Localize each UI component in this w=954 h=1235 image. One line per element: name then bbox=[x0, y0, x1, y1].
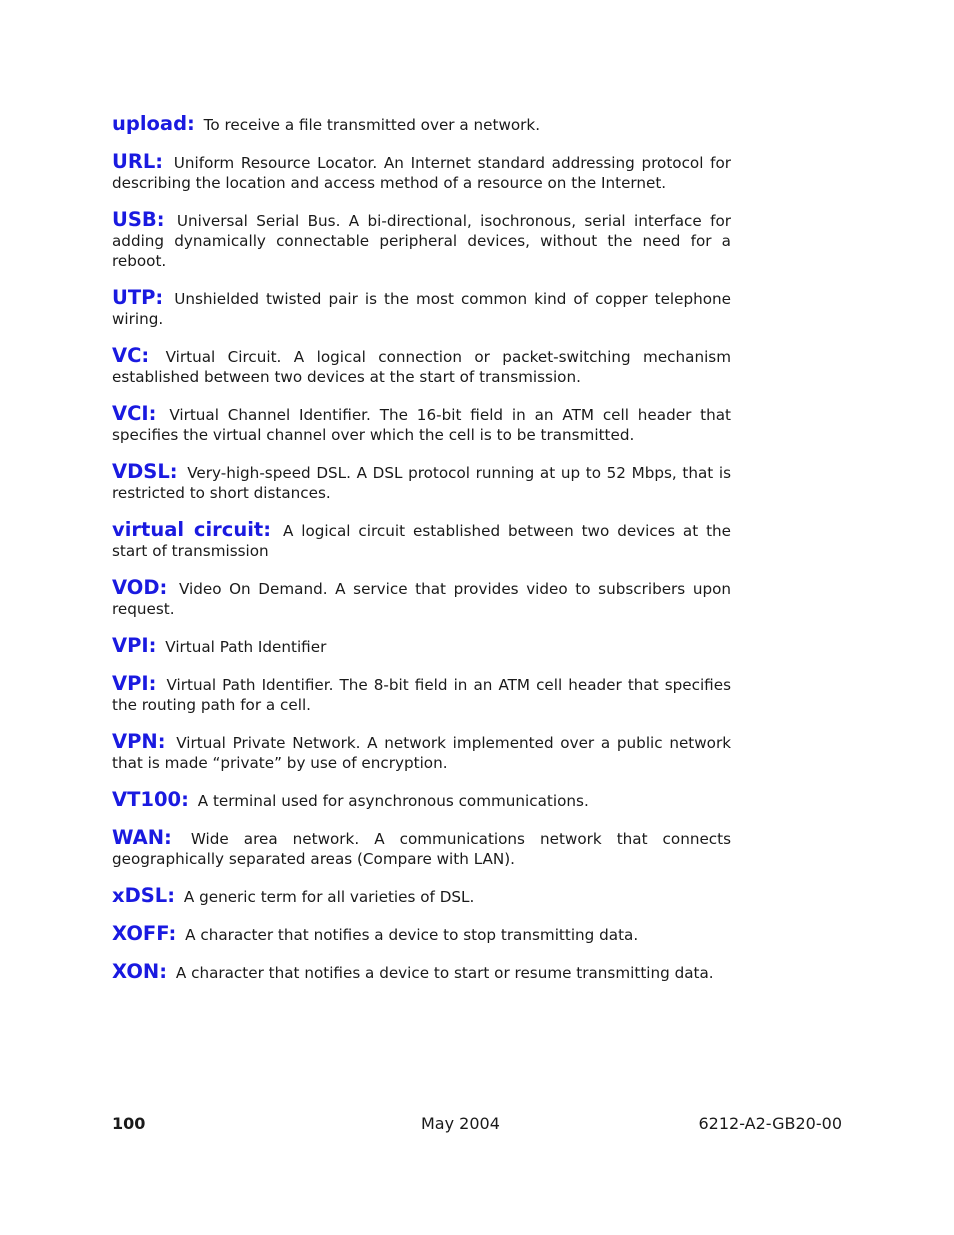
glossary-term: VC: bbox=[112, 344, 150, 367]
glossary-definition: A character that notifies a device to start or resume transmitting data. bbox=[175, 964, 714, 982]
glossary-term: VPN: bbox=[112, 730, 166, 753]
glossary-definition: Very-high-speed DSL. A DSL protocol running at up to 52 Mbps, that is restricted to short distances. bbox=[112, 464, 731, 502]
glossary-entry-vt100 bbox=[112, 790, 731, 811]
glossary-term: virtual circuit: bbox=[112, 518, 272, 541]
glossary-entry-vdsl bbox=[112, 462, 731, 503]
glossary-definition: Virtual Path Identifier bbox=[165, 638, 327, 656]
glossary-term: XOFF: bbox=[112, 922, 177, 945]
glossary-entry-url bbox=[112, 152, 731, 193]
glossary-term: VDSL: bbox=[112, 460, 178, 483]
glossary-definition: Unshielded twisted pair is the most common kind of copper telephone wiring. bbox=[112, 290, 732, 328]
glossary-term: VPI: bbox=[112, 634, 157, 657]
glossary-term: VOD: bbox=[112, 576, 168, 599]
glossary-term: VT100: bbox=[112, 788, 189, 811]
glossary-definition: Wide area network. A communications network that connects geographically separated areas (Compare with LAN). bbox=[112, 830, 732, 868]
page-footer bbox=[112, 1114, 842, 1136]
glossary-entry-vod bbox=[112, 578, 731, 619]
glossary-entry-utp bbox=[112, 288, 731, 329]
glossary-list bbox=[112, 114, 731, 1000]
glossary-entry-xon bbox=[112, 962, 731, 983]
glossary-definition: Video On Demand. A service that provides video to subscribers upon request. bbox=[112, 580, 732, 618]
glossary-entry-wan bbox=[112, 828, 731, 869]
glossary-definition: A logical circuit established between two devices at the start of transmission bbox=[112, 522, 732, 560]
glossary-definition: A character that notifies a device to stop transmitting data. bbox=[185, 926, 639, 944]
glossary-definition: Virtual Channel Identifier. The 16-bit field in an ATM cell header that specifies the virtual channel over which the cell is to be transmitted. bbox=[112, 406, 732, 444]
glossary-definition: Virtual Circuit. A logical connection or packet-switching mechanism established between two devices at the start of transmission. bbox=[112, 348, 731, 386]
glossary-entry-virtual-circuit bbox=[112, 520, 731, 561]
glossary-definition: To receive a file transmitted over a network. bbox=[203, 116, 541, 134]
glossary-entry-vpi-detail bbox=[112, 674, 731, 715]
glossary-term: VPI: bbox=[112, 672, 157, 695]
glossary-entry-vc bbox=[112, 346, 731, 387]
glossary-definition: Uniform Resource Locator. An Internet standard addressing protocol for describing the location and access method of a resource on the Internet. bbox=[112, 154, 731, 192]
glossary-entry-vci bbox=[112, 404, 731, 445]
glossary-term: VCI: bbox=[112, 402, 157, 425]
glossary-term: XON: bbox=[112, 960, 168, 983]
glossary-definition: A generic term for all varieties of DSL. bbox=[183, 888, 475, 906]
document-id: 6212-A2-GB20-00 bbox=[698, 1114, 842, 1133]
glossary-definition: Virtual Private Network. A network implemented over a public network that is made “private” by use of encryption. bbox=[112, 734, 731, 772]
page-number: 100 bbox=[112, 1114, 146, 1133]
glossary-entry-upload bbox=[112, 114, 731, 135]
publication-date: May 2004 bbox=[421, 1114, 500, 1133]
glossary-term: WAN: bbox=[112, 826, 172, 849]
glossary-entry-vpn bbox=[112, 732, 731, 773]
glossary-term: xDSL: bbox=[112, 884, 176, 907]
glossary-term: USB: bbox=[112, 208, 165, 231]
glossary-definition: Universal Serial Bus. A bi-directional, isochronous, serial interface for adding dynamically connectable peripheral devices, without the need for a reboot. bbox=[112, 212, 732, 270]
glossary-entry-xdsl bbox=[112, 886, 731, 907]
glossary-definition: Virtual Path Identifier. The 8-bit field in an ATM cell header that specifies the routing path for a cell. bbox=[112, 676, 731, 714]
glossary-entry-xoff bbox=[112, 924, 731, 945]
glossary-entry-vpi bbox=[112, 636, 731, 657]
glossary-term: URL: bbox=[112, 150, 164, 173]
glossary-term: UTP: bbox=[112, 286, 164, 309]
glossary-definition: A terminal used for asynchronous communications. bbox=[197, 792, 589, 810]
glossary-term: upload: bbox=[112, 112, 195, 135]
glossary-entry-usb bbox=[112, 210, 731, 271]
